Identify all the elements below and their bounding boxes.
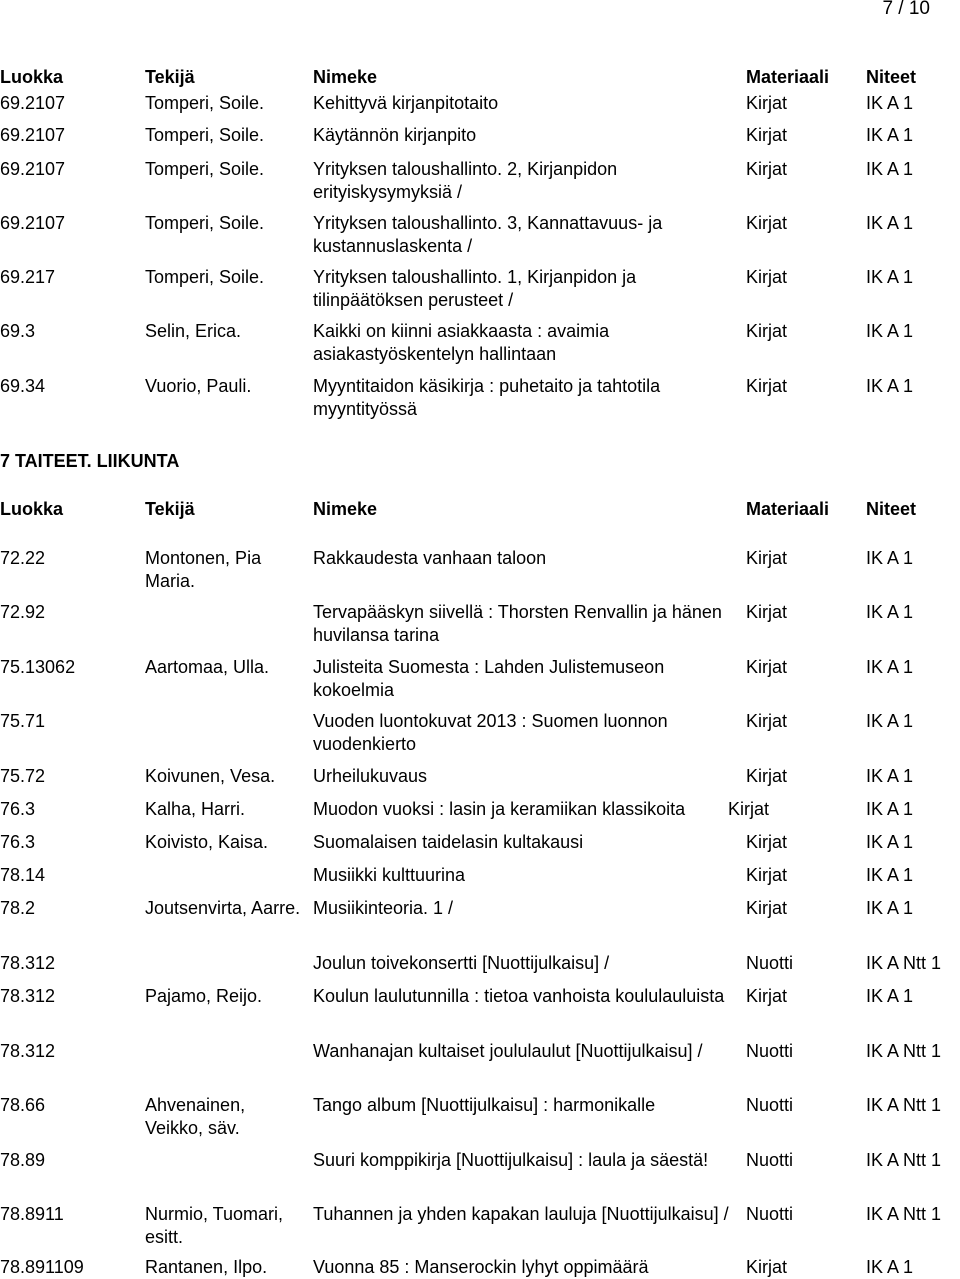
header-materiaali: Materiaali [746, 67, 830, 87]
table-row [0, 158, 960, 206]
cell-tekija: Tomperi, Soile. [145, 267, 265, 287]
cell-materiaali: Kirjat [746, 267, 788, 287]
cell-materiaali: Kirjat [746, 986, 788, 1006]
cell-tekija: Kalha, Harri. [145, 799, 246, 819]
cell-materiaali: Kirjat [728, 799, 770, 819]
cell-nimeke: Urheilukuvaus [313, 766, 428, 786]
cell-materiaali: Nuotti [746, 953, 794, 973]
cell-luokka: 72.22 [0, 548, 46, 568]
cell-niteet: IK A Ntt 1 [866, 1095, 942, 1115]
cell-materiaali: Kirjat [746, 711, 788, 731]
cell-materiaali: Kirjat [746, 321, 788, 341]
cell-luokka: 69.2107 [0, 159, 66, 179]
table-header [0, 499, 960, 523]
table-row [0, 985, 960, 1033]
cell-materiaali: Nuotti [746, 1150, 794, 1170]
cell-materiaali: Kirjat [746, 602, 788, 622]
table-row [0, 266, 960, 314]
cell-luokka: 76.3 [0, 832, 36, 852]
cell-niteet: IK A 1 [866, 548, 914, 568]
cell-tekija: Vuorio, Pauli. [145, 376, 252, 396]
cell-luokka: 78.891109 [0, 1257, 84, 1277]
cell-tekija: Tomperi, Soile. [145, 213, 265, 233]
cell-luokka: 75.71 [0, 711, 46, 731]
cell-materiaali: Kirjat [746, 657, 788, 677]
cell-niteet: IK A 1 [866, 766, 914, 786]
cell-niteet: IK A 1 [866, 321, 914, 341]
cell-nimeke: Joulun toivekonsertti [Nuottijulkaisu] / [313, 953, 610, 973]
cell-nimeke: Myyntitaidon käsikirja : puhetaito ja tahtotila myyntityössä [313, 376, 661, 419]
header-nimeke: Nimeke [313, 67, 378, 87]
table-row [0, 1040, 960, 1088]
cell-luokka: 78.2 [0, 898, 36, 918]
cell-niteet: IK A 1 [866, 1257, 914, 1277]
cell-niteet: IK A 1 [866, 159, 914, 179]
cell-luokka: 78.312 [0, 953, 56, 973]
cell-luokka: 78.312 [0, 1041, 56, 1061]
cell-niteet: IK A Ntt 1 [866, 1204, 942, 1224]
cell-nimeke: Käytännön kirjanpito [313, 125, 477, 145]
cell-materiaali: Kirjat [746, 125, 788, 145]
cell-niteet: IK A 1 [866, 832, 914, 852]
cell-nimeke: Muodon vuoksi : lasin ja keramiikan klassikoita [313, 799, 686, 819]
table-row [0, 212, 960, 260]
table-row [0, 320, 960, 368]
page-number: 7 / 10 [882, 0, 930, 19]
cell-materiaali: Kirjat [746, 213, 788, 233]
cell-luokka: 76.3 [0, 799, 36, 819]
cell-materiaali: Kirjat [746, 159, 788, 179]
cell-tekija: Ahvenainen, Veikko, säv. [145, 1095, 246, 1138]
table-row [0, 1203, 960, 1251]
cell-luokka: 69.3 [0, 321, 36, 341]
cell-materiaali: Kirjat [746, 93, 788, 113]
cell-niteet: IK A 1 [866, 267, 914, 287]
table-row [0, 897, 960, 945]
cell-tekija: Tomperi, Soile. [145, 93, 265, 113]
cell-materiaali: Kirjat [746, 548, 788, 568]
table-row [0, 547, 960, 595]
cell-niteet: IK A 1 [866, 125, 914, 145]
cell-niteet: IK A 1 [866, 711, 914, 731]
cell-luokka: 69.34 [0, 376, 46, 396]
cell-nimeke: Kaikki on kiinni asiakkaasta : avaimia asiakastyöskentelyn hallintaan [313, 321, 610, 364]
cell-tekija: Koivisto, Kaisa. [145, 832, 269, 852]
cell-nimeke: Suuri komppikirja [Nuottijulkaisu] : laula ja säestä! [313, 1150, 709, 1170]
section-title: 7 TAITEET. LIIKUNTA [0, 451, 180, 471]
header-luokka: Luokka [0, 67, 64, 87]
cell-nimeke: Vuoden luontokuvat 2013 : Suomen luonnon vuodenkierto [313, 711, 668, 754]
table-header [0, 67, 960, 91]
cell-nimeke: Yrityksen taloushallinto. 2, Kirjanpidon erityiskysymyksiä / [313, 159, 618, 202]
cell-luokka: 78.14 [0, 865, 46, 885]
cell-luokka: 78.312 [0, 986, 56, 1006]
cell-nimeke: Yrityksen taloushallinto. 1, Kirjanpidon ja tilinpäätöksen perusteet / [313, 267, 637, 310]
cell-tekija: Pajamo, Reijo. [145, 986, 263, 1006]
cell-niteet: IK A 1 [866, 657, 914, 677]
cell-niteet: IK A 1 [866, 213, 914, 233]
cell-tekija: Koivunen, Vesa. [145, 766, 276, 786]
cell-tekija: Rantanen, Ilpo. [145, 1257, 268, 1277]
header-niteet: Niteet [866, 67, 917, 87]
table-row [0, 1256, 960, 1279]
cell-materiaali: Kirjat [746, 376, 788, 396]
cell-nimeke: Tervapääskyn siivellä : Thorsten Renvallin ja hänen huvilansa tarina [313, 602, 722, 645]
cell-nimeke: Suomalaisen taidelasin kultakausi [313, 832, 584, 852]
table-row [0, 1149, 960, 1197]
cell-niteet: IK A 1 [866, 986, 914, 1006]
cell-materiaali: Kirjat [746, 898, 788, 918]
header-tekija: Tekijä [145, 67, 195, 87]
cell-luokka: 69.2107 [0, 125, 66, 145]
cell-nimeke: Rakkaudesta vanhaan taloon [313, 548, 547, 568]
table-row [0, 1094, 960, 1142]
cell-tekija: Tomperi, Soile. [145, 125, 265, 145]
cell-nimeke: Kehittyvä kirjanpitotaito [313, 93, 499, 113]
cell-niteet: IK A Ntt 1 [866, 1041, 942, 1061]
cell-tekija: Tomperi, Soile. [145, 159, 265, 179]
cell-luokka: 69.217 [0, 267, 56, 287]
cell-nimeke: Tuhannen ja yhden kapakan lauluja [Nuottijulkaisu] / [313, 1204, 729, 1224]
header-nimeke: Nimeke [313, 499, 378, 519]
cell-niteet: IK A Ntt 1 [866, 953, 942, 973]
cell-tekija: Joutsenvirta, Aarre. [145, 898, 301, 918]
cell-niteet: IK A 1 [866, 376, 914, 396]
header-materiaali: Materiaali [746, 499, 830, 519]
cell-luokka: 72.92 [0, 602, 46, 622]
header-luokka: Luokka [0, 499, 64, 519]
cell-materiaali: Kirjat [746, 1257, 788, 1277]
table-row [0, 656, 960, 704]
cell-materiaali: Nuotti [746, 1041, 794, 1061]
cell-materiaali: Nuotti [746, 1095, 794, 1115]
cell-tekija: Selin, Erica. [145, 321, 242, 341]
header-niteet: Niteet [866, 499, 917, 519]
table-row [0, 601, 960, 649]
cell-materiaali: Nuotti [746, 1204, 794, 1224]
cell-luokka: 69.2107 [0, 93, 66, 113]
cell-nimeke: Musiikki kulttuurina [313, 865, 466, 885]
header-tekija: Tekijä [145, 499, 195, 519]
cell-materiaali: Kirjat [746, 865, 788, 885]
cell-nimeke: Koulun laulutunnilla : tietoa vanhoista koululauluista [313, 986, 725, 1006]
cell-tekija: Montonen, Pia Maria. [145, 548, 262, 591]
cell-niteet: IK A 1 [866, 93, 914, 113]
cell-materiaali: Kirjat [746, 832, 788, 852]
cell-materiaali: Kirjat [746, 766, 788, 786]
table-row [0, 710, 960, 758]
cell-tekija: Aartomaa, Ulla. [145, 657, 270, 677]
cell-luokka: 78.8911 [0, 1204, 64, 1224]
cell-niteet: IK A 1 [866, 898, 914, 918]
cell-luokka: 75.13062 [0, 657, 76, 677]
table-row [0, 375, 960, 423]
cell-niteet: IK A 1 [866, 865, 914, 885]
cell-nimeke: Musiikinteoria. 1 / [313, 898, 454, 918]
cell-nimeke: Julisteita Suomesta : Lahden Julistemuseon kokoelmia [313, 657, 665, 700]
cell-tekija: Nurmio, Tuomari, esitt. [145, 1204, 284, 1247]
cell-luokka: 75.72 [0, 766, 46, 786]
cell-nimeke: Yrityksen taloushallinto. 3, Kannattavuus- ja kustannuslaskenta / [313, 213, 663, 256]
cell-nimeke: Wanhanajan kultaiset joululaulut [Nuottijulkaisu] / [313, 1041, 703, 1061]
cell-luokka: 78.89 [0, 1150, 46, 1170]
cell-niteet: IK A 1 [866, 799, 914, 819]
cell-niteet: IK A 1 [866, 602, 914, 622]
cell-luokka: 78.66 [0, 1095, 46, 1115]
cell-nimeke: Vuonna 85 : Manserockin lyhyt oppimäärä [313, 1257, 649, 1277]
cell-luokka: 69.2107 [0, 213, 66, 233]
cell-niteet: IK A Ntt 1 [866, 1150, 942, 1170]
cell-nimeke: Tango album [Nuottijulkaisu] : harmonikalle [313, 1095, 656, 1115]
